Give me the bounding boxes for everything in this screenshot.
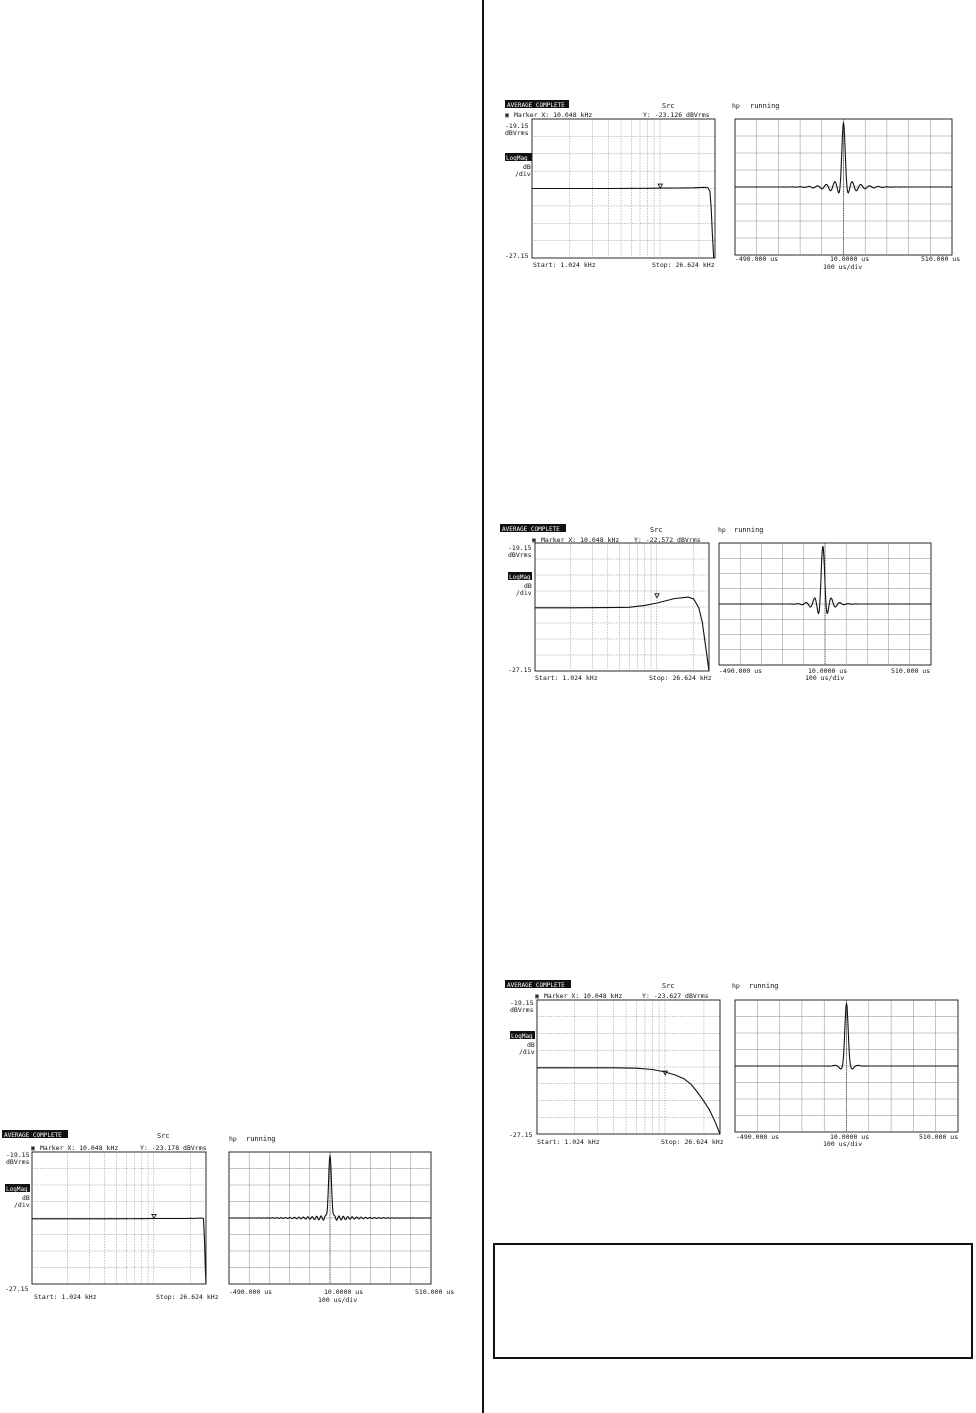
scale-mode-text: LogMag [511,1033,533,1040]
time-left-label: -490.000 us [229,1288,273,1296]
x-stop-label: Stop: 26.624 kHz [156,1293,219,1301]
time-div-label: 100 us/div [823,1140,863,1148]
channel-label: Src [157,1132,170,1140]
marker-x-readout: Marker X: 10.048 kHz [514,111,593,119]
impulse-plot [229,1152,431,1284]
x-stop-label: Stop: 26.624 kHz [652,261,715,269]
spectrum-plot [532,119,715,258]
marker-icon: ▣ [532,536,536,544]
y-top-unit: dBVrms [6,1158,30,1166]
marker-y-readout: Y: -23.126 dBVrms [643,111,710,119]
marker-icon: ▣ [505,111,509,119]
marker-icon [152,1214,156,1218]
time-right-label: 510.000 us [921,255,961,263]
scale-unit: dB [524,582,532,590]
scale-mode-text: LogMag [509,574,531,581]
y-top-unit: dBVrms [510,1006,534,1014]
figure-set-4 [505,980,967,1150]
y-top-value: -19.15 [6,1151,30,1159]
y-bottom-value: -27.15 [5,1285,29,1293]
time-state-label: running [246,1135,276,1143]
scale-unit: dB [527,1041,535,1049]
trace-line [537,1068,720,1134]
marker-y-readout: Y: -22.572 dBVrms [634,536,701,544]
impulse-plot [719,543,931,665]
time-left-label: -490.000 us [736,1133,780,1141]
probe-icon: hp [718,526,726,534]
time-state-label: running [749,982,779,990]
time-right-label: 510.000 us [891,667,931,675]
probe-icon: hp [732,982,740,990]
figure-set-1-svg [2,1130,464,1315]
time-center-label: 10.0000 us [808,667,848,675]
marker-x-readout: Marker X: 10.048 kHz [544,992,623,1000]
x-start-label: Start: 1.024 kHz [34,1293,97,1301]
y-bottom-value: -27.15 [509,1131,533,1139]
scale-per-div: /div [14,1201,30,1209]
impulse-plot [735,1000,958,1132]
spectrum-plot [32,1152,206,1284]
status-text: AVERAGE COMPLETE [4,1132,62,1139]
status-text: AVERAGE COMPLETE [507,102,565,109]
figure-set-3-svg [500,524,938,684]
status-text: AVERAGE COMPLETE [502,526,560,533]
scale-per-div: /div [516,589,532,597]
channel-label: Src [662,102,675,110]
marker-y-readout: Y: -23.627 dBVrms [642,992,709,1000]
figure-set-2 [505,100,967,275]
annotation-box [493,1243,973,1359]
scale-mode-text: LogMag [506,155,528,162]
time-state-label: running [750,102,780,110]
marker-icon: ▣ [535,992,539,1000]
x-start-label: Start: 1.024 kHz [535,674,598,682]
y-top-unit: dBVrms [505,129,529,137]
marker-icon [658,184,662,188]
scale-mode-text: LogMag [6,1186,28,1193]
marker-y-readout: Y: -23.178 dBVrms [140,1144,207,1152]
y-top-value: -19.15 [510,999,534,1007]
scale-unit: dB [523,163,531,171]
time-left-label: -490.000 us [719,667,763,675]
scale-per-div: /div [515,170,531,178]
trace-line [535,597,709,671]
probe-icon: hp [732,102,740,110]
time-div-label: 100 us/div [805,674,845,682]
spectrum-plot [537,1000,720,1134]
marker-x-readout: Marker X: 10.048 kHz [541,536,620,544]
time-right-label: 510.000 us [919,1133,959,1141]
column-divider [482,0,484,1413]
time-div-label: 100 us/div [823,263,863,271]
marker-x-readout: Marker X: 10.048 kHz [40,1144,119,1152]
time-center-label: 10.0000 us [324,1288,364,1296]
spectrum-plot [535,543,709,671]
marker-icon: ▣ [31,1144,35,1152]
trace-line [532,187,714,258]
marker-icon [655,594,659,598]
y-top-unit: dBVrms [508,551,532,559]
figure-set-1 [2,1130,464,1315]
time-right-label: 510.000 us [415,1288,455,1296]
time-center-label: 10.0000 us [830,1133,870,1141]
figure-set-2-svg [505,100,967,275]
x-stop-label: Stop: 26.624 kHz [661,1138,724,1146]
scale-per-div: /div [519,1048,535,1056]
figure-set-3 [500,524,938,684]
y-top-value: -19.15 [508,544,532,552]
y-top-value: -19.15 [505,122,529,130]
x-stop-label: Stop: 26.624 kHz [649,674,712,682]
impulse-plot [735,119,952,255]
time-state-label: running [734,526,764,534]
scale-unit: dB [22,1194,30,1202]
x-start-label: Start: 1.024 kHz [533,261,596,269]
status-text: AVERAGE COMPLETE [507,982,565,989]
time-center-label: 10.0000 us [830,255,870,263]
time-left-label: -490.000 us [735,255,779,263]
y-bottom-value: -27.15 [505,252,529,260]
figure-set-4-svg [505,980,967,1150]
channel-label: Src [662,982,675,990]
x-start-label: Start: 1.024 kHz [537,1138,600,1146]
y-bottom-value: -27.15 [508,666,532,674]
time-div-label: 100 us/div [318,1296,358,1304]
channel-label: Src [650,526,663,534]
probe-icon: hp [229,1135,237,1143]
